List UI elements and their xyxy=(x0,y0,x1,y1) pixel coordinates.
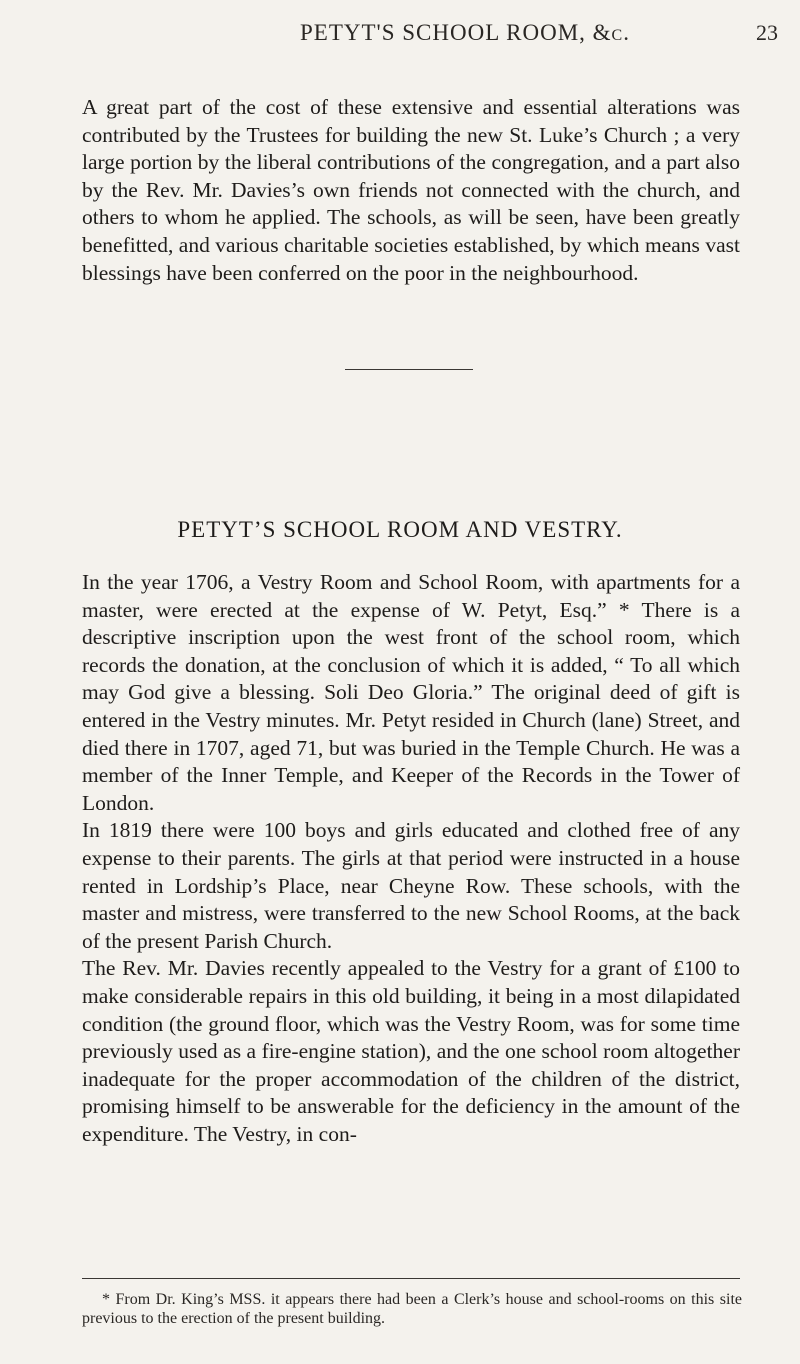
section-heading: PETYT’S SCHOOL ROOM AND VESTRY. xyxy=(177,517,623,542)
section-body xyxy=(82,569,740,1148)
paragraph-petyt-history: In the year 1706, a Vestry Room and School Room, with apartments for a master, were erected at the expense of W. Petyt, Esq.” * There is a descriptive inscription upon the west front of the school room, which records the donation, at the conclusion of which it is added, “ To all which may God give a blessing. Soli Deo Gloria.” The original deed of gift is entered in the Vestry minutes. Mr. Petyt resided in Church (lane) Street, and died there in 1707, aged 71, but was buried in the Temple Church. He was a member of the Inner Temple, and Keeper of the Records in the Tower of London. xyxy=(82,570,740,815)
intro-paragraph: A great part of the cost of these extensive and essential alterations was contributed by the Trustees for building the new St. Luke’s Church ; a very large portion by the liberal contributions of the congregation, and a part also by the Rev. Mr. Davies’s own friends not connected with the church, and others to whom he applied. The schools, as will be seen, have been greatly benefitted, and various charitable societies established, by which means vast blessings have been conferred on the poor in the neighbourhood. xyxy=(82,95,740,285)
paragraph-vestry-appeal: The Rev. Mr. Davies recently appealed to the Vestry for a grant of £100 to make considerable repairs in this old building, it being in a most dilapidated condition (the ground floor, which was the Vestry Room, was for some time previously used as a fire-engine station), and the one school room altogether inadequate for the proper accommodation of the children of the district, promising himself to be answerable for the deficiency in the amount of the expenditure. The Vestry, in con- xyxy=(82,956,740,1146)
running-head xyxy=(0,20,800,52)
intro-paragraph-block xyxy=(82,94,740,287)
footnote-divider xyxy=(82,1278,740,1279)
page-number: 23 xyxy=(756,20,778,45)
running-title: PETYT'S SCHOOL ROOM, &c. xyxy=(300,20,630,45)
footnote-text: * From Dr. King’s MSS. it appears there had been a Clerk’s house and school-rooms on this site previous to the erection of the present building. xyxy=(82,1291,742,1327)
section-divider xyxy=(345,369,473,370)
paragraph-schools-1819: In 1819 there were 100 boys and girls educated and clothed free of any expense to their parents. The girls at that period were instructed in a house rented in Lordship’s Place, near Cheyne Row. These schools, with the master and mistress, were transferred to the new School Rooms, at the back of the present Parish Church. xyxy=(82,818,740,953)
footnote xyxy=(82,1290,742,1328)
